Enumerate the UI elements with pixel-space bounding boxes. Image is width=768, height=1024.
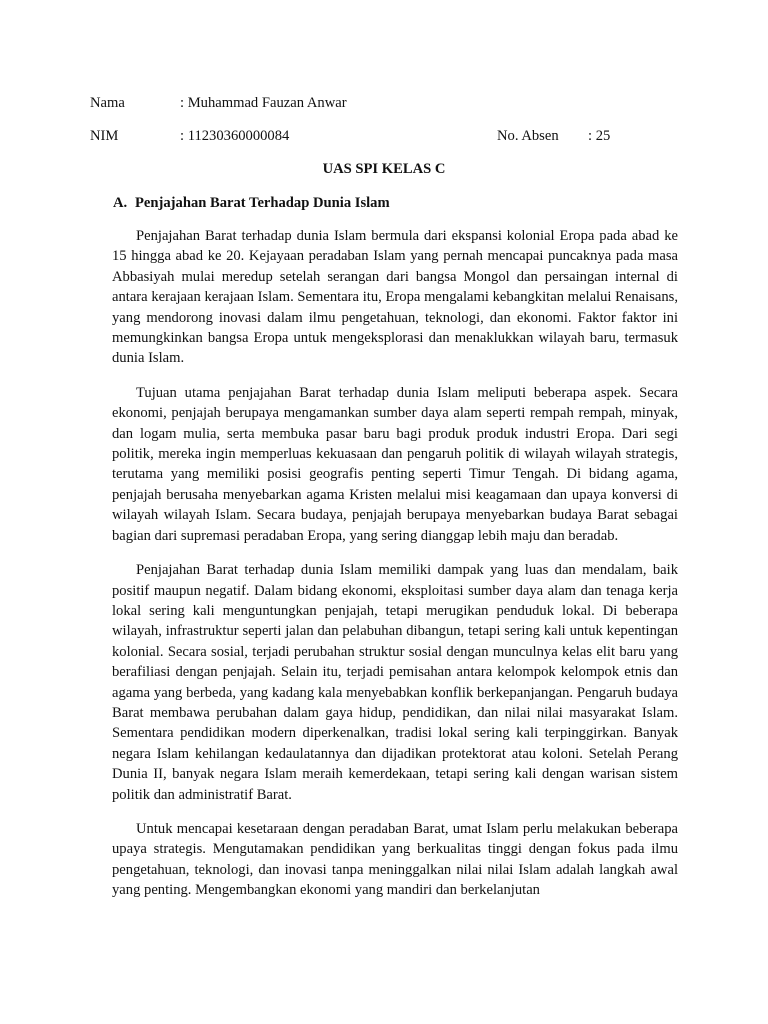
absen-label: No. Absen <box>497 128 559 144</box>
absen-value: : 25 <box>588 128 611 144</box>
section-heading <box>113 193 390 213</box>
document-body <box>112 226 678 915</box>
paragraph-3: Penjajahan Barat terhadap dunia Islam memiliki dampak yang luas dan mendalam, baik positif maupun negatif. Dalam bidang ekonomi, eksploitasi sumber daya alam dan tenaga kerja lokal sering kali menguntungkan penjajah, tetapi merugikan penduduk lokal. Di beberapa wilayah, infrastruktur seperti jalan dan pelabuhan dibangun, tetapi sering kali untuk kepentingan kolonial. Secara sosial, terjadi perubahan struktur sosial dengan munculnya kelas elit baru yang berafiliasi dengan penjajah. Selain itu, terjadi pemisahan antara kelompok kelompok etnis dan agama yang berbeda, yang kadang kala menyebabkan konflik berkepanjangan. Pengaruh budaya Barat membawa perubahan dalam gaya hidup, pendidikan, dan nilai nilai masyarakat Islam. Sementara pendidikan modern diperkenalkan, tradisi lokal sering kali terpinggirkan. Banyak negara Islam kehilangan kedaulatannya dan dijadikan protektorat atau koloni. Setelah Perang Dunia II, banyak negara Islam meraih kemerdekaan, tetapi sering kali dengan warisan sistem politik dan administratif Barat. <box>112 562 678 803</box>
nim-row <box>90 126 678 146</box>
section-heading-text: Penjajahan Barat Terhadap Dunia Islam <box>135 195 390 211</box>
nim-value: : 11230360000084 <box>180 128 290 144</box>
paragraph-1: Penjajahan Barat terhadap dunia Islam bermula dari ekspansi kolonial Eropa pada abad ke 15 hingga abad ke 20. Kejayaan peradaban Islam yang pernah mencapai puncaknya pada masa Abbasiyah mulai meredup setelah serangan dari bangsa Mongol dan persaingan internal di antara kerajaan kerajaan Islam. Sementara itu, Eropa mengalami kebangkitan melalui Renaisans, yang mendorong inovasi dalam ilmu pengetahuan, teknologi, dan ekonomi. Faktor faktor ini memungkinkan bangsa Eropa untuk mengeksplorasi dan menaklukkan wilayah baru, termasuk dunia Islam. <box>112 228 678 367</box>
paragraph-2: Tujuan utama penjajahan Barat terhadap dunia Islam meliputi beberapa aspek. Secara ekonomi, penjajah berupaya mengamankan sumber daya alam seperti rempah rempah, minyak, dan logam mulia, serta membuka pasar baru bagi produk produk industri Eropa. Dari segi politik, mereka ingin memperluas kekuasaan dan pengaruh politik di wilayah wilayah strategis, terutama yang memiliki posisi geografis penting seperti Timur Tengah. Di bidang agama, penjajah berusaha menyebarkan agama Kristen melalui misi keagamaan dan upaya konversi di wilayah wilayah Islam. Secara budaya, penjajah berupaya menyebarkan budaya Barat sebagai bagian dari supremasi peradaban Eropa, yang sering dianggap lebih maju dan beradab. <box>112 384 678 544</box>
name-label: Nama <box>90 95 125 111</box>
document-title: UAS SPI KELAS C <box>322 161 446 177</box>
section-number: A. <box>113 195 128 211</box>
name-row <box>90 93 678 113</box>
nim-label: NIM <box>90 128 119 144</box>
paragraph-4: Untuk mencapai kesetaraan dengan peradaban Barat, umat Islam perlu melakukan beberapa upaya strategis. Mengutamakan pendidikan yang berkualitas tinggi dengan fokus pada ilmu pengetahuan, teknologi, dan inovasi tanpa meninggalkan nilai nilai Islam adalah langkah awal yang penting. Mengembangkan ekonomi yang mandiri dan berkelanjutan <box>112 820 678 899</box>
name-value: : Muhammad Fauzan Anwar <box>180 95 347 111</box>
